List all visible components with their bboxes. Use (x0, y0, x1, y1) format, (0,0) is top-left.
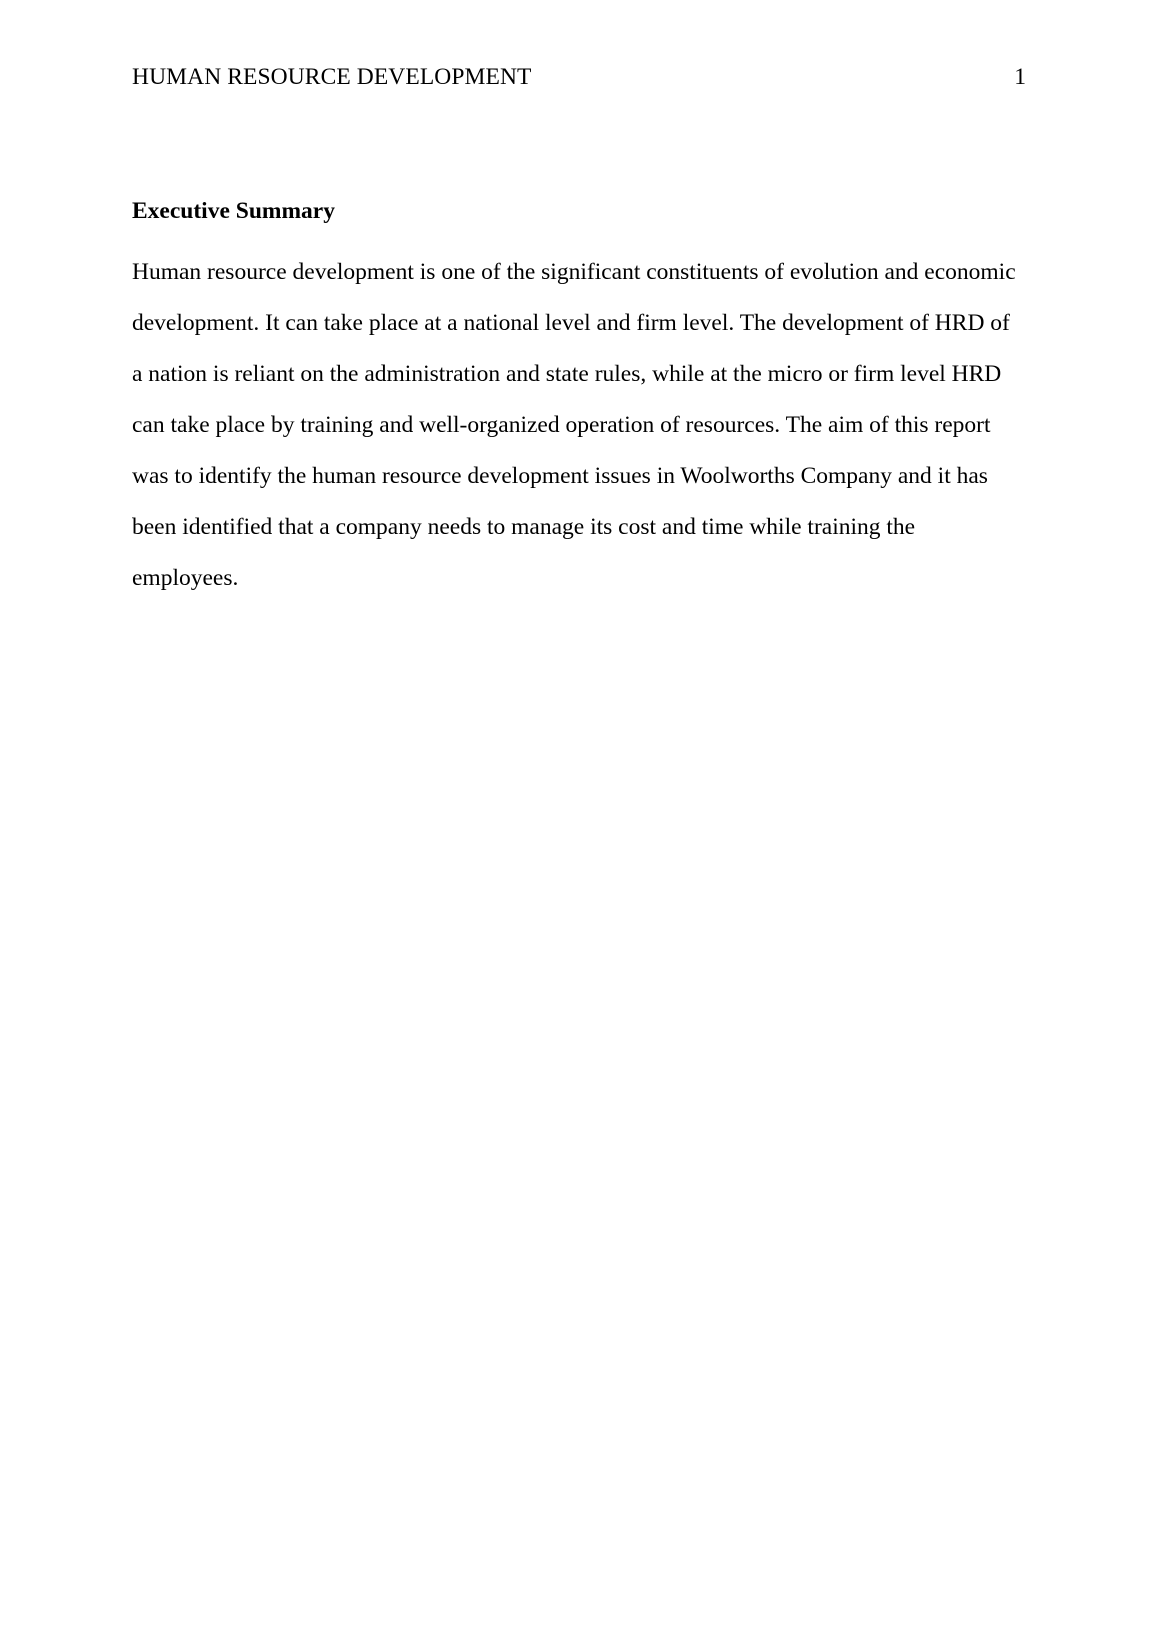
running-header-title: HUMAN RESOURCE DEVELOPMENT (132, 64, 532, 90)
paragraph-line: was to identify the human resource development issues in Woolworths Company and it has (132, 463, 988, 489)
paragraph-line: can take place by training and well-organized operation of resources. The aim of this report (132, 412, 991, 438)
paragraph-line: been identified that a company needs to manage its cost and time while training the (132, 514, 916, 540)
section-heading-executive-summary: Executive Summary (132, 198, 335, 224)
paragraph-line: a nation is reliant on the administration and state rules, while at the micro or firm level HRD (132, 361, 1002, 387)
paragraph-line: Human resource development is one of the significant constituents of evolution and economic (132, 259, 1016, 285)
document-body (132, 196, 1016, 604)
paragraph-line: employees. (132, 565, 239, 591)
paragraph-line: development. It can take place at a national level and firm level. The development of HRD of (132, 310, 1010, 336)
page-number: 1 (1014, 64, 1026, 90)
paragraph-executive-summary (132, 247, 1016, 604)
running-header (132, 62, 1026, 92)
